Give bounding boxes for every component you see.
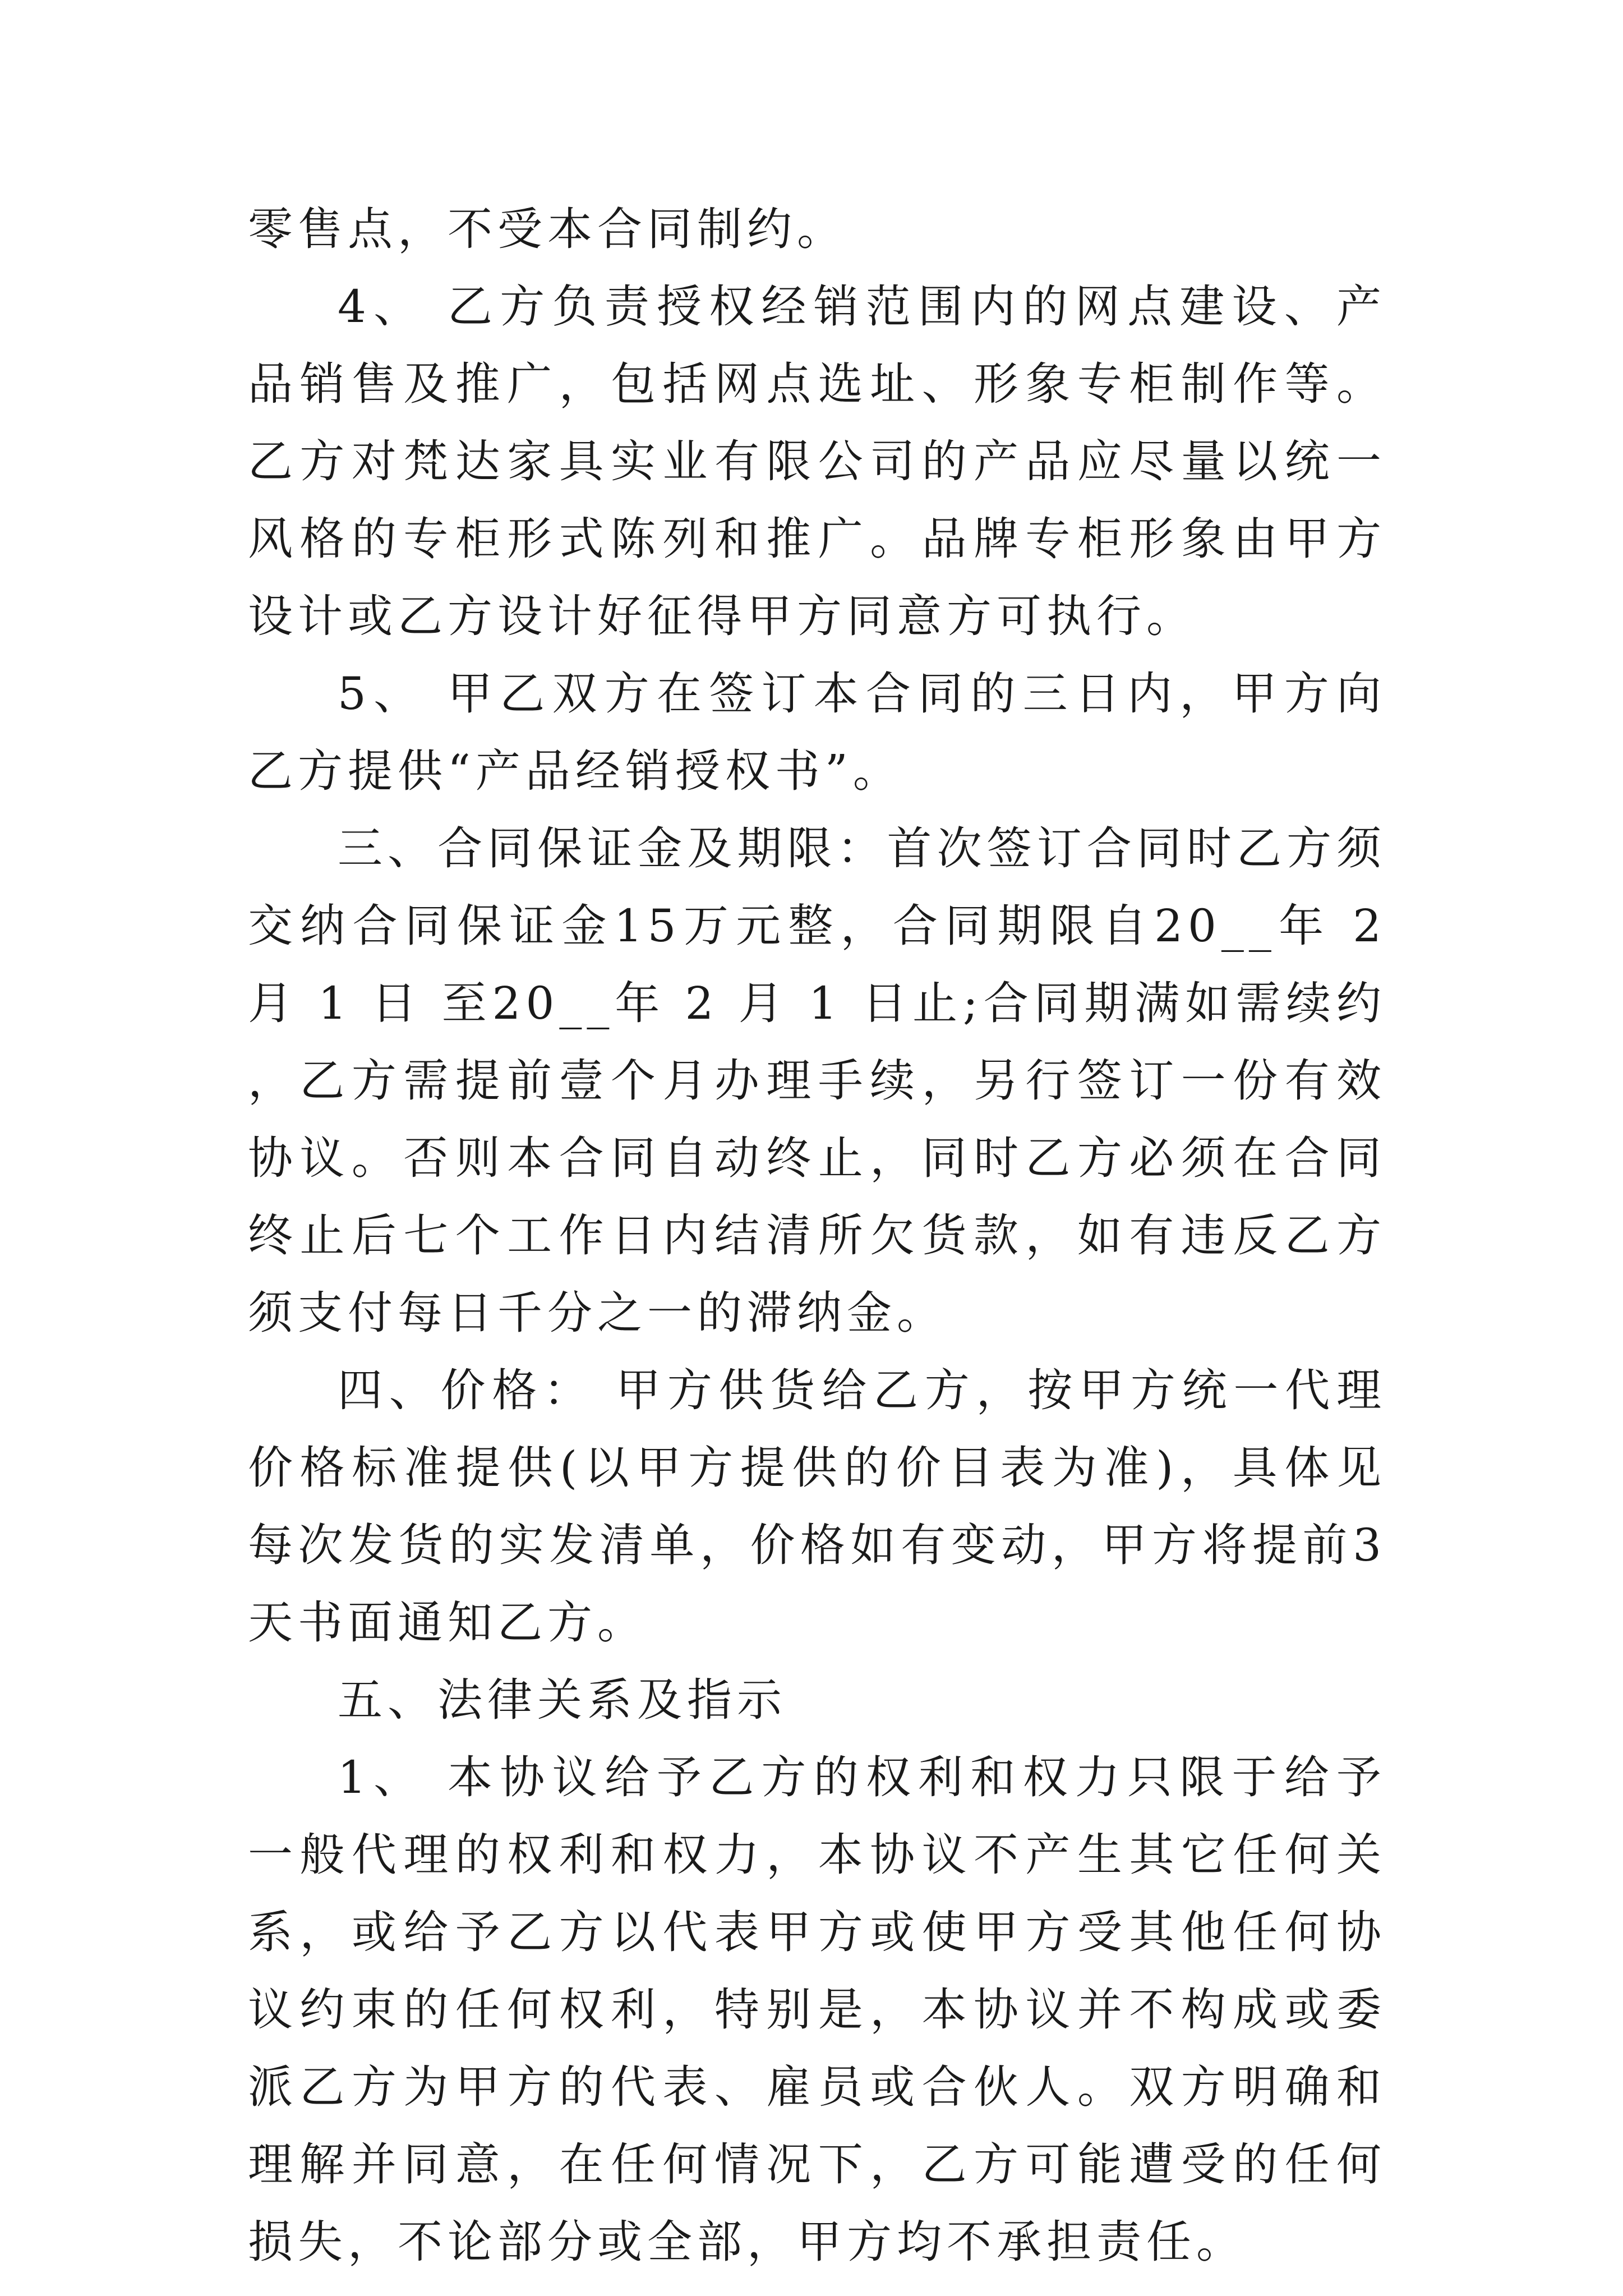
paragraph-clause-4: 4、 乙方负责授权经销范围内的网点建设、产品销售及推广，包括网点选址、形象专柜制作等。乙方对梵达家具实业有限公司的产品应尽量以统一风格的专柜形式陈列和推广。品牌专柜形象由甲方设计或乙方设计好征得甲方同意方可执行。 [248, 280, 1386, 642]
paragraph-section-4-price: 四、价格： 甲方供货给乙方，按甲方统一代理价格标准提供(以甲方提供的价目表为准)，具体见每次发货的实发清单，价格如有变动，甲方将提前3天书面通知乙方。 [248, 1364, 1386, 1649]
paragraph-clause-5: 5、 甲乙双方在签订本合同的三日内，甲方向乙方提供“产品经销授权书”。 [248, 668, 1386, 797]
paragraph-continuation: 零售点，不受本合同制约。 [248, 203, 847, 255]
paragraph-clause-5-1: 1、 本协议给予乙方的权利和权力只限于给予一般代理的权利和权力，本协议不产生其它任何关系，或给予乙方以代表甲方或使甲方受其他任何协议约束的任何权利，特别是，本协议并不构成或委派乙方为甲方的代表、雇员或合伙人。双方明确和理解并同意，在任何情况下，乙方可能遭受的任何损失，不论部分或全部，甲方均不承担责任。 [248, 1751, 1386, 2268]
document-body [248, 191, 1386, 2281]
heading-section-5: 五、法律关系及指示 [338, 1674, 787, 1726]
paragraph-section-3-deposit: 三、合同保证金及期限：首次签订合同时乙方须交纳合同保证金15万元整，合同期限自20__年 2月 1 日 至20__年 2 月 1 日止;合同期满如需续约，乙方需提前壹个月办理手续，另行签订一份有效协议。否则本合同自动终止，同时乙方必须在合同终止后七个工作日内结清所欠货款，如有违反乙方须支付每日千分之一的滞纳金。 [248, 822, 1386, 1339]
